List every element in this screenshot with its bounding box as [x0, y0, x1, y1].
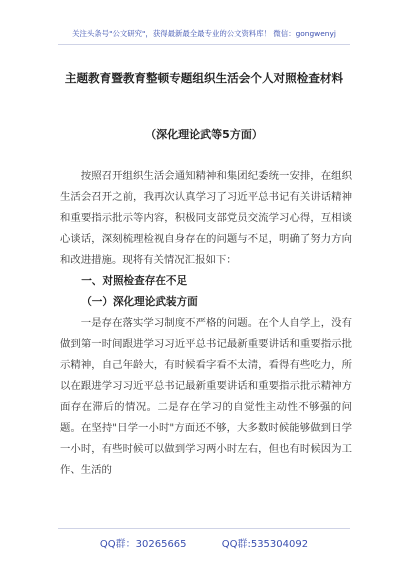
footer-qq-group-2: QQ群:535304092 — [221, 539, 309, 550]
header-divider — [58, 44, 350, 45]
document-subtitle: （深化理论武等5方面） — [145, 128, 263, 141]
section-heading: 一、对照检查存在不足 — [81, 275, 188, 287]
footer — [0, 535, 408, 550]
footer-divider — [58, 528, 350, 529]
header-note: 关注头条号"公文研究"，获得最新最全最专业的公文资料库！ 微信：gongwenyj — [72, 29, 336, 38]
section-paragraph: 一是存在落实学习制度不严格的问题。在个人自学上，没有做到第一时间跟进学习习近平总书记最新重要讲话和重要指示批示精神，自己年龄大，有时候看字看不太清，看得有些吃力，所以在跟进学习习近平总书记最新重要讲话和重要指示批示精神方面存在滞后的情况。二是存在学习的自觉性主动性不够强的问题。在坚持"日学一小时"方面还不够，大多数时候能够做到日学一小时，有些时候可以做到学习两小时左右，但也有时候因为工作、生活的 — [60, 317, 352, 476]
footer-qq-group-1: QQ群：30265665 — [99, 539, 187, 550]
intro-paragraph: 按照召开组织生活会通知精神和集团纪委统一安排，在组织生活会召开之前，我再次认真学习了习近平总书记有关讲话精神和重要指示批示等内容，积极同支部党员交流学习心得，互相谈心谈话，深刻梳理检视自身存在的问题与不足，明确了努力方向和改进措施。现将有关情况汇报如下： — [60, 170, 352, 266]
subsection-heading: （一）深化理论武装方面 — [81, 296, 198, 308]
document-body — [60, 166, 352, 481]
document-title: 主题教育暨教育整顿专题组织生活会个人对照检查材料 — [64, 71, 344, 85]
